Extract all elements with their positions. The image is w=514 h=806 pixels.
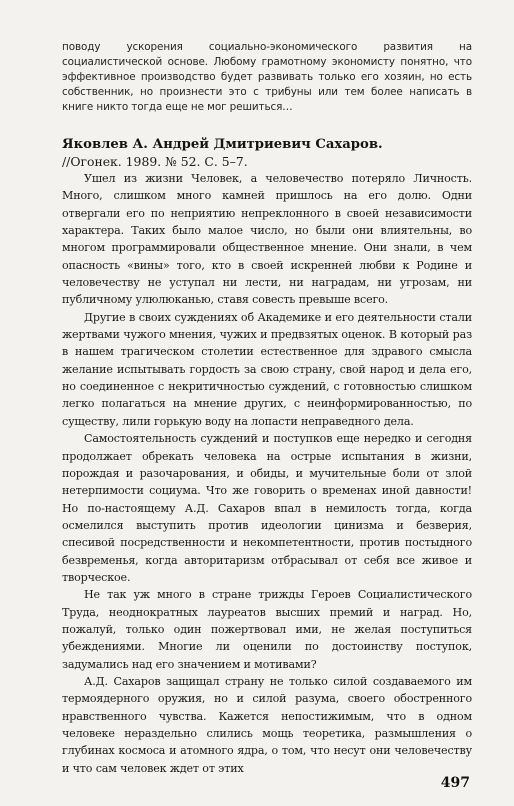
- entry-body: [62, 170, 472, 777]
- intro-paragraph: поводу ускорения социально-экономического развития на социалистической основе. Любому грамотному экономисту понятно, что эффективное производство будет развивать только его хозяин, но есть собственник, но произнести это с трибуны или тем более написать в книге никто тогда еще не мог решиться…: [62, 41, 472, 113]
- body-paragraph: Ушел из жизни Человек, а человечество потеряло Личность. Много, слишком много камней пришлось на его долю. Одни отвергали его по неприятию непреклонного в своей независимости характера. Таких было малое число, но были они влиятельны, во многом программировали общественное мнение. Они знали, в чем опасность «вины» того, кто в своей искренней любви к Родине и человечеству не уступал ни лести, ни наградам, ни угрозам, ни публичному улюлюканью, ставя совесть превыше всего.: [62, 172, 472, 307]
- entry-citation: //Огонек. 1989. № 52. С. 5–7.: [62, 154, 248, 169]
- body-paragraph: Другие в своих суждениях об Академике и его деятельности стали жертвами чужого мнения, чужих и предвзятых оценок. В который раз в нашем трагическом столетии естественное для здравого смысла желание испытывать гордость за свою страну, свой народ и дела его, но соединенное с некритичностью суждений, с готовностью слишком легко полагаться на мнение других, с неинформированностью, по существу, лили горькую воду на лопасти неправедного дела.: [62, 310, 472, 428]
- page-number: 497: [440, 775, 470, 791]
- body-paragraph: А.Д. Сахаров защищал страну не только силой создаваемого им термоядерного оружия, но и силой разума, своего обостренного нравственного чувства. Кажется непостижимым, что в одном человеке нераздельно слились мощь теоретика, размышления о глубинах космоса и атомного ядра, о том, что несут они человечеству и что сам человек ждет от этих: [62, 674, 472, 775]
- body-paragraph: Самостоятельность суждений и поступков еще нередко и сегодня продолжает обрекать человека на острые испытания в жизни, порождая и разочарования, и обиды, и мучительные боли от злой нетерпимости социума. Что же говорить о временах иной давности! Но по-настоящему А.Д. Сахаров впал в немилость тогда, когда осмелился выступить против идеологии цинизма и безверия, спесивой посредственности и некомпетентности, против постыдного безвременья, когда авторитаризм отбрасывал от себя все живое и творческое.: [62, 432, 472, 584]
- body-paragraph: Не так уж много в стране трижды Героев Социалистического Труда, неоднократных лауреатов высших премий и наград. Но, пожалуй, только один пожертвовал ими, не желая поступиться убеждениями. Многие ли оценили по достоинству поступок, задумались над его значением и мотивами?: [62, 588, 472, 671]
- entry-heading: Яковлев А. Андрей Дмитриевич Сахаров.: [62, 137, 383, 152]
